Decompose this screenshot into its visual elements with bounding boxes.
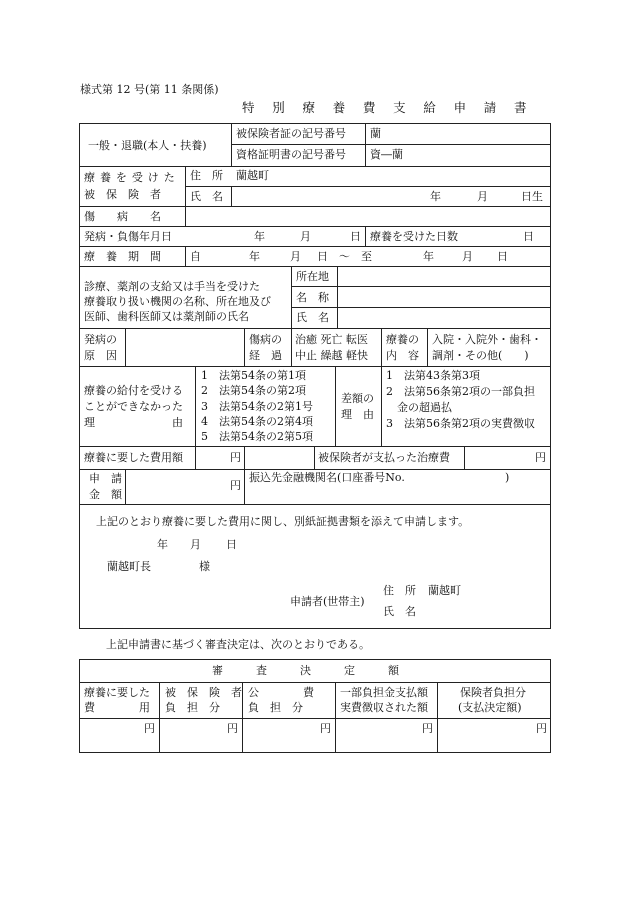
- declaration-text: 上記のとおり療養に要した費用に関し、別紙証拠書類を添えて申請します。: [96, 515, 470, 528]
- treatment-types-line2[interactable]: 調剤・その他( ): [432, 349, 529, 362]
- review-col2-line2: 負 担 分: [165, 701, 220, 714]
- applicant-address-label: 住 所: [383, 584, 416, 597]
- review-col3-line2: 負 担 分: [248, 701, 303, 714]
- form-number: 様式第 12 号(第 11 条関係): [80, 83, 219, 96]
- provider-name-label: 名 称: [296, 291, 329, 304]
- provider-desc-line3: 医師、歯科医師又は薬剤師の氏名: [84, 310, 249, 323]
- treatment-types-line1[interactable]: 入院・入院外・歯科・: [432, 333, 542, 346]
- insured-number-value[interactable]: 蘭: [370, 127, 381, 140]
- treatment-content-label-line1: 療養の: [386, 333, 419, 346]
- period-day1-to: 日 ～ 至: [317, 250, 372, 263]
- reason-item[interactable]: 2 法第54条の第2項: [201, 384, 306, 397]
- treatment-days-label: 療養を受けた日数: [370, 230, 458, 243]
- review-col4-line2: 実費徴収された額: [340, 701, 428, 714]
- mayor-addressee: 蘭越町長: [107, 560, 151, 573]
- reason-label-line1: 療養の給付を受ける: [84, 384, 183, 397]
- outcome-options-line1[interactable]: 治癒 死亡 転医: [295, 333, 368, 346]
- provider-location-label: 所在地: [296, 270, 329, 283]
- onset-year: 年: [254, 230, 265, 243]
- period-month1: 月: [290, 250, 301, 263]
- reason-item[interactable]: 1 法第54条の第1項: [201, 369, 306, 382]
- qualification-number-value[interactable]: 資―蘭: [370, 148, 403, 161]
- review-col1-line2: 費 用: [84, 701, 150, 714]
- reason-label-line3: 理 由: [84, 416, 183, 429]
- dob-month: 月: [477, 190, 488, 203]
- difference-reason-item[interactable]: 3 法第56条第2項の実費徴収: [386, 417, 535, 430]
- onset-date-label: 発病・負傷年月日: [84, 230, 172, 243]
- difference-reason-item[interactable]: 1 法第43条第3項: [386, 369, 480, 382]
- form-title: 特 別 療 養 費 支 給 申 請 書: [242, 100, 534, 115]
- period-year1: 年: [249, 250, 260, 263]
- paid-amount-label: 被保険者が支払った治療費: [318, 451, 450, 464]
- period-from: 自: [190, 250, 201, 263]
- dob-day: 日生: [521, 190, 543, 203]
- claim-amount-label-line2: 金 額: [89, 488, 122, 501]
- applicant-label: 申請者(世帯主): [290, 595, 365, 608]
- patient-address-label: 住 所: [190, 169, 223, 182]
- treatment-content-label-line2: 内 容: [386, 349, 419, 362]
- paid-amount-yen: 円: [535, 451, 546, 464]
- treatment-cost-label: 療養に要した費用額: [84, 451, 183, 464]
- patient-address-value[interactable]: 蘭越町: [236, 169, 269, 182]
- insurance-category: 一般・退職(本人・扶養): [88, 139, 207, 152]
- course-label-line1: 傷病の: [249, 333, 282, 346]
- patient-label-line1: 療養を受けた: [84, 171, 180, 184]
- review-col1-line1: 療養に要した: [84, 686, 150, 699]
- bank-close-paren: ): [505, 471, 510, 484]
- honorific-sama: 様: [199, 560, 210, 573]
- review-col5-line2: (支払決定額): [458, 701, 522, 714]
- review-yen: 円: [536, 722, 547, 735]
- insured-number-label: 被保険者証の記号番号: [236, 127, 346, 140]
- review-yen: 円: [422, 722, 433, 735]
- review-col5-line1: 保険者負担分: [460, 686, 526, 699]
- provider-desc-line2: 療養取り扱い機関の名称、所在地及び: [84, 295, 271, 308]
- difference-reason-item[interactable]: 2 法第56条第2項の一部負担: [386, 385, 535, 398]
- onset-day: 日: [350, 230, 361, 243]
- review-yen: 円: [227, 722, 238, 735]
- reason-item[interactable]: 5 法第54条の2第5項: [201, 430, 313, 443]
- cause-label-line1: 発病の: [84, 333, 117, 346]
- review-yen: 円: [144, 722, 155, 735]
- applicant-name-label: 氏 名: [383, 605, 416, 618]
- claim-amount-yen: 円: [230, 479, 241, 492]
- declaration-day: 日: [226, 538, 237, 551]
- claim-amount-label-line1: 申 請: [89, 472, 122, 485]
- review-col4-line1: 一部負担金支払額: [340, 686, 428, 699]
- treatment-cost-yen: 円: [230, 451, 241, 464]
- period-label: 療 養 期 間: [84, 250, 161, 263]
- patient-label-line2: 被 保 険 者: [84, 188, 161, 201]
- bank-label: 振込先金融機関名(口座番号No.: [249, 471, 405, 484]
- reason-item[interactable]: 4 法第54条の2第4項: [201, 415, 313, 428]
- reason-item[interactable]: 3 法第54条の2第1号: [201, 400, 313, 413]
- review-col2-line1: 被 保 険 者: [165, 686, 242, 699]
- period-day2: 日: [497, 250, 508, 263]
- applicant-address-value[interactable]: 蘭越町: [428, 584, 461, 597]
- period-year2: 年: [423, 250, 434, 263]
- review-col3-line1: 公 費: [248, 686, 314, 699]
- difference-reason-label-line1: 差額の: [341, 392, 374, 405]
- disease-label: 傷 病 名: [84, 210, 161, 223]
- review-yen: 円: [320, 722, 331, 735]
- dob-year: 年: [430, 190, 441, 203]
- difference-reason-label-line2: 理 由: [341, 408, 374, 421]
- outcome-options-line2[interactable]: 中止 繰越 軽快: [295, 349, 368, 362]
- difference-reason-item: 金の超過払: [386, 401, 452, 414]
- review-header: 審 査 決 定 額: [212, 664, 399, 677]
- provider-desc-line1: 診療、薬剤の支給又は手当を受けた: [84, 280, 260, 293]
- qualification-number-label: 資格証明書の記号番号: [236, 148, 346, 161]
- reason-label-line2: ことができなかった: [84, 400, 183, 413]
- declaration-year: 年: [157, 538, 168, 551]
- review-note: 上記申請書に基づく審査決定は、次のとおりである。: [106, 638, 370, 651]
- provider-person-label: 氏 名: [296, 311, 329, 324]
- treatment-days-unit: 日: [523, 230, 534, 243]
- cause-label-line2: 原 因: [84, 349, 117, 362]
- course-label-line2: 経 過: [249, 349, 282, 362]
- declaration-month: 月: [190, 538, 201, 551]
- patient-name-label: 氏 名: [190, 190, 223, 203]
- onset-month: 月: [300, 230, 311, 243]
- period-month2: 月: [462, 250, 473, 263]
